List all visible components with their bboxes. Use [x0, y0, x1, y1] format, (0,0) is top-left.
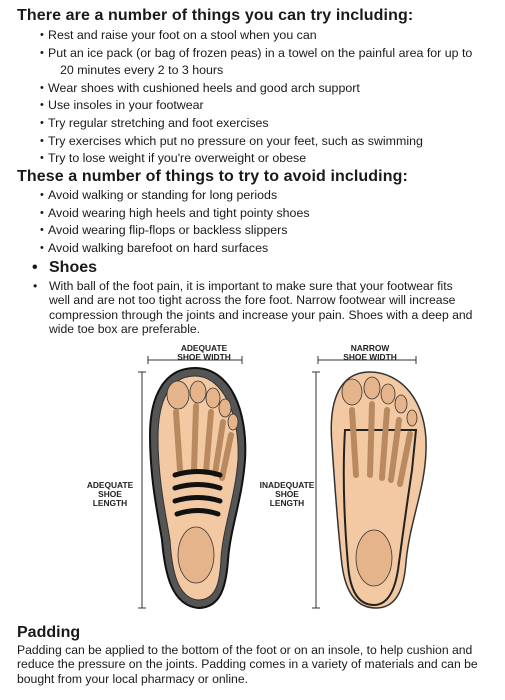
list-item: • Avoid wearing high heels and tight pointy shoes	[40, 205, 495, 223]
list-item: • Use insoles in your footwear	[40, 97, 495, 115]
adequate-length-label: ADEQUATE SHOE LENGTH	[86, 480, 134, 508]
adequate-shoe	[138, 356, 245, 608]
shoes-paragraph: • With ball of the foot pain, it is important to make sure that your footwear fits well and are not too tight across the fore foot. Narrow footwear will increase compression through the joints and increase your pain. Shoes with a deep and wide toe box are preferable.	[33, 279, 473, 337]
list-item: • Wear shoes with cushioned heels and good arch support	[40, 80, 495, 98]
list-item: • Rest and raise your foot on a stool when you can	[40, 27, 495, 45]
padding-heading: Padding	[17, 624, 81, 641]
try-list	[40, 27, 495, 168]
list-item: • Try exercises which put no pressure on your feet, such as swimming	[40, 133, 495, 151]
list-item: • Try to lose weight if you're overweight or obese	[40, 150, 495, 168]
list-item-continuation: 20 minutes every 2 to 3 hours	[60, 63, 224, 78]
avoid-list	[40, 187, 495, 257]
list-item: • Put an ice pack (or bag of frozen peas) in a towel on the painful area for up to 20 minutes every 2 to 3 hours	[40, 45, 495, 80]
inadequate-length-label: INADEQUATE SHOE LENGTH	[259, 480, 315, 508]
list-item: • Avoid walking barefoot on hard surfaces	[40, 240, 495, 258]
list-item: • Avoid walking or standing for long periods	[40, 187, 495, 205]
shoe-illustration	[80, 340, 460, 615]
shoes-heading: • Shoes	[33, 259, 97, 277]
adequate-width-label: ADEQUATE SHOE WIDTH	[177, 343, 231, 362]
shoe-fit-figure	[80, 340, 460, 615]
narrow-shoe	[312, 356, 426, 608]
padding-paragraph: Padding can be applied to the bottom of the foot or on an insole, to help cushion and reduce the pressure on the joints. Padding comes in a variety of materials and can be bought from your local pharmacy or online.	[17, 643, 478, 686]
narrow-width-label: NARROW SHOE WIDTH	[343, 343, 397, 362]
avoid-heading: These a number of things to try to avoid including:	[17, 168, 408, 185]
list-item: • Try regular stretching and foot exercises	[40, 115, 495, 133]
list-item: • Avoid wearing flip-flops or backless slippers	[40, 222, 495, 240]
try-heading: There are a number of things you can try including:	[17, 7, 414, 24]
